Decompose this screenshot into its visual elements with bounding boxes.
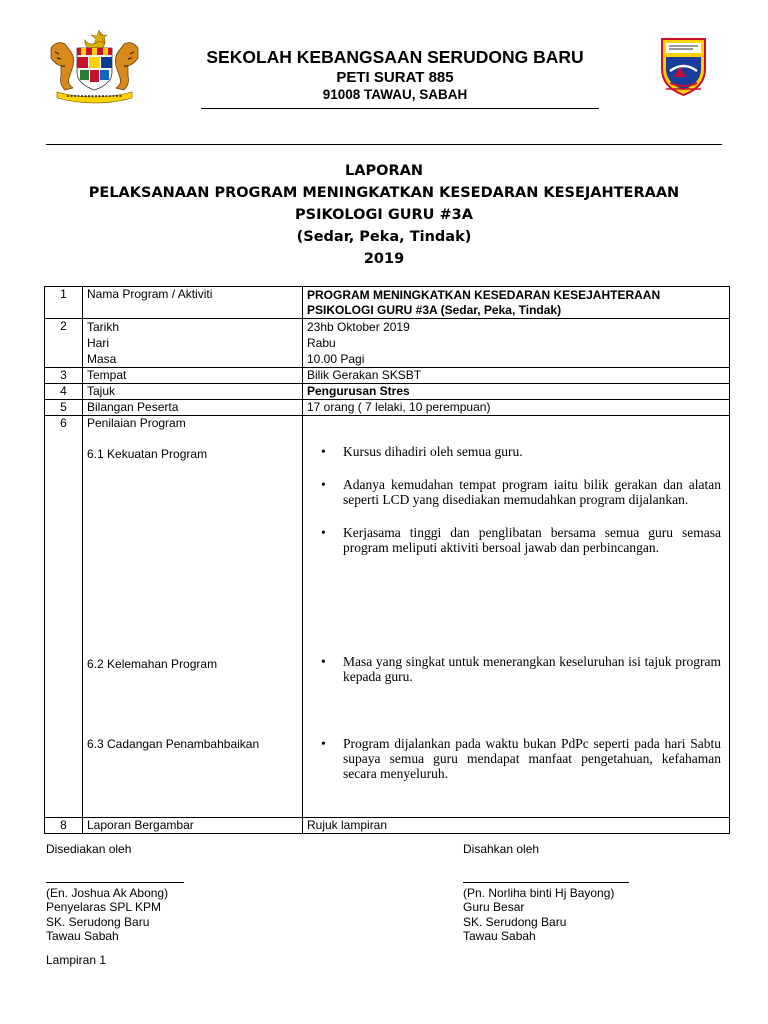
day-value: Rabu — [307, 336, 336, 350]
title-line-3: PSIKOLOGI GURU #3A — [295, 207, 473, 223]
signatory-name: (En. Joshua Ak Abong) — [46, 885, 169, 900]
signatory-org: SK. Serudong Baru — [46, 914, 150, 929]
table-row — [45, 384, 730, 400]
row-label: Tajuk — [83, 384, 303, 400]
row-label — [83, 416, 303, 818]
row-number: 5 — [45, 400, 83, 416]
program-name-line-2: PSIKOLOGI GURU #3A (Sedar, Peka, Tindak) — [307, 303, 562, 317]
strengths-label: 6.1 Kekuatan Program — [87, 447, 208, 461]
row-number: 1 — [45, 287, 83, 319]
table-row — [45, 416, 730, 818]
title-line-4: (Sedar, Peka, Tindak) — [296, 229, 472, 245]
signatory-role: Penyelaras SPL KPM — [46, 900, 161, 914]
bullet-icon: • — [321, 477, 326, 492]
table-row — [45, 368, 730, 384]
row-label — [83, 319, 303, 368]
table-row — [45, 287, 730, 319]
signature-heading: Disediakan oleh — [46, 842, 132, 856]
signature-prepared-by — [46, 842, 184, 944]
row-label: Laporan Bergambar — [83, 818, 303, 834]
row-value — [303, 319, 730, 368]
report-table — [44, 286, 730, 834]
bullet-icon: • — [321, 654, 326, 669]
row-value: Rujuk lampiran — [303, 818, 730, 834]
improvements-label: 6.3 Cadangan Penambahbaikan — [87, 737, 260, 751]
row-value: 17 orang ( 7 lelaki, 10 perempuan) — [303, 400, 730, 416]
date-label: Tarikh — [87, 320, 120, 334]
weaknesses-label: 6.2 Kelemahan Program — [87, 657, 218, 671]
row-number: 3 — [45, 368, 83, 384]
row-label: Bilangan Peserta — [83, 400, 303, 416]
row-number: 6 — [45, 416, 83, 818]
school-po-box: PETI SURAT 885 — [336, 69, 454, 86]
row-value: Pengurusan Stres — [303, 384, 730, 400]
list-item: • Kerjasama tinggi dan penglibatan bersama semua guru semasa program meliputi aktiviti bersoal jawab dan perbincangan. — [321, 525, 721, 555]
signatory-org: SK. Serudong Baru — [463, 914, 567, 929]
table-row — [45, 400, 730, 416]
signature-line — [463, 882, 629, 883]
time-label: Masa — [87, 352, 117, 366]
day-label: Hari — [87, 336, 110, 350]
header-divider — [46, 144, 722, 145]
signatory-place: Tawau Sabah — [46, 929, 119, 943]
row-value — [303, 416, 730, 818]
improvements-list — [303, 736, 721, 781]
bullet-icon: • — [321, 444, 326, 459]
row-value — [303, 287, 730, 319]
letterhead — [0, 0, 768, 150]
title-line-5: 2019 — [363, 251, 405, 267]
signatory-place: Tawau Sabah — [463, 929, 536, 943]
row-number: 8 — [45, 818, 83, 834]
report-title — [40, 160, 728, 270]
list-item: • Masa yang singkat untuk menerangkan keseluruhan isi tajuk program kepada guru. — [321, 654, 721, 684]
evaluation-label: Penilaian Program — [87, 416, 186, 430]
row-label: Tempat — [83, 368, 303, 384]
row-label: Nama Program / Aktiviti — [83, 287, 303, 319]
school-name: SEKOLAH KEBANGSAAN SERUDONG BARU — [206, 47, 584, 67]
school-address: 91008 TAWAU, SABAH — [322, 87, 468, 102]
signatory-name: (Pn. Norliha binti Hj Bayong) — [463, 885, 615, 900]
weaknesses-list — [303, 654, 721, 684]
bullet-icon: • — [321, 736, 326, 751]
row-value: Bilik Gerakan SKSBT — [303, 368, 730, 384]
program-name-line-1: PROGRAM MENINGKATKAN KESEDARAN KESEJAHTERAAN — [307, 288, 661, 302]
strengths-list — [303, 444, 721, 555]
title-line-1: LAPORAN — [345, 163, 423, 179]
list-item: • Kursus dihadiri oleh semua guru. — [321, 444, 523, 459]
title-line-2: PELAKSANAAN PROGRAM MENINGKATKAN KESEDARAN KESEJAHTERAAN — [88, 185, 680, 201]
malaysia-coat-of-arms-icon — [47, 28, 142, 106]
attachment-label: Lampiran 1 — [46, 953, 107, 967]
school-badge-icon — [660, 37, 707, 97]
list-item: • Program dijalankan pada waktu bukan PdPc seperti pada hari Sabtu supaya semua guru mendapat manfaat pengetahuan, kefahaman secara menyeluruh. — [321, 736, 721, 781]
signature-approved-by — [463, 842, 629, 944]
time-value: 10.00 Pagi — [307, 352, 365, 366]
signature-line — [46, 882, 184, 883]
bullet-icon: • — [321, 525, 326, 540]
row-number: 4 — [45, 384, 83, 400]
row-number: 2 — [45, 319, 83, 368]
header-underline — [201, 108, 599, 109]
table-row — [45, 818, 730, 834]
date-value: 23hb Oktober 2019 — [307, 320, 410, 334]
table-row — [45, 319, 730, 368]
signatory-role: Guru Besar — [463, 900, 525, 914]
signature-heading: Disahkan oleh — [463, 842, 540, 856]
list-item: • Adanya kemudahan tempat program iaitu bilik gerakan dan alatan seperti LCD yang disediakan memudahkan program dijalankan. — [321, 477, 721, 507]
